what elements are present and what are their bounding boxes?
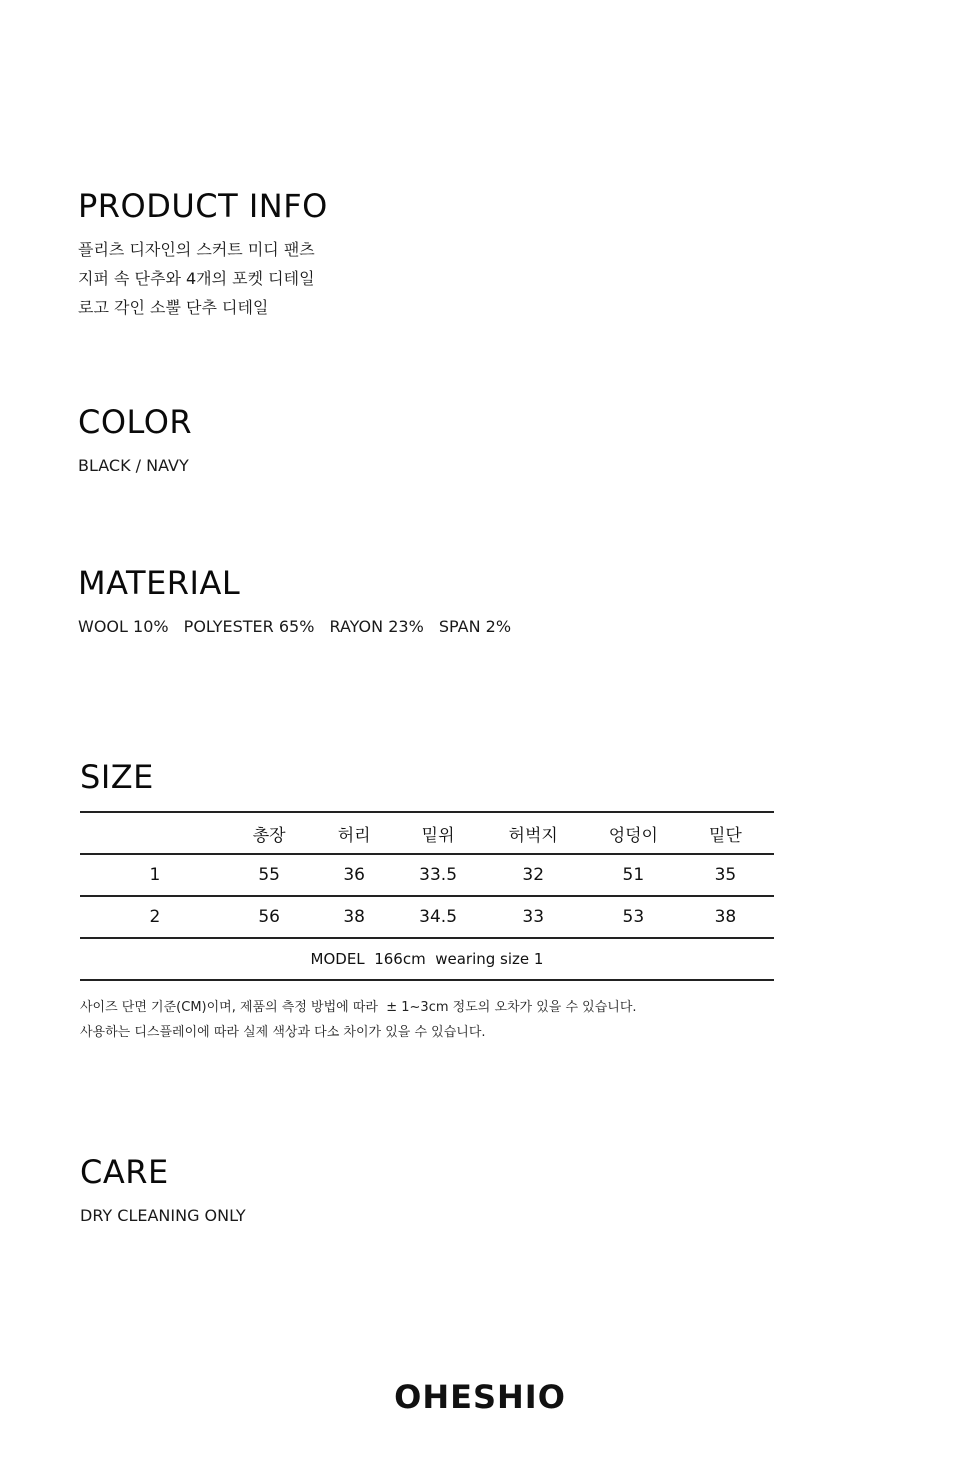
size-cell: 34.5 xyxy=(419,907,458,927)
size-column-header: 밑단 xyxy=(708,825,742,846)
product-info-heading: PRODUCT INFO xyxy=(78,187,328,225)
size-cell: 56 xyxy=(258,907,280,927)
size-notes xyxy=(80,995,637,1045)
table-row xyxy=(80,854,774,896)
size-cell: 53 xyxy=(622,907,645,927)
material-item: SPAN 2% xyxy=(438,617,512,636)
size-table-header-row xyxy=(80,812,774,854)
size-label-cell: 2 xyxy=(149,907,161,927)
table-row xyxy=(80,896,774,938)
size-table xyxy=(80,811,774,981)
color-heading: COLOR xyxy=(78,403,193,441)
size-cell: 55 xyxy=(258,865,280,885)
care-value: DRY CLEANING ONLY xyxy=(80,1206,246,1225)
size-cell: 33.5 xyxy=(419,865,458,885)
size-column-header: 총장 xyxy=(252,825,286,846)
product-info-line: 플리츠 디자인의 스커트 미디 팬츠 xyxy=(78,240,315,259)
product-info-line: 로고 각인 소뿔 단추 디테일 xyxy=(78,298,269,317)
size-cell: 36 xyxy=(343,865,365,885)
size-column-header: 허리 xyxy=(337,825,371,846)
size-cell: 32 xyxy=(522,865,545,885)
model-note-row xyxy=(80,938,774,980)
product-info-line: 지퍼 속 단추와 4개의 포켓 디테일 xyxy=(78,269,315,288)
care-heading: CARE xyxy=(80,1153,169,1191)
model-note: MODEL 166cm wearing size 1 xyxy=(310,950,544,968)
material-item: RAYON 23% xyxy=(329,617,424,636)
material-item: WOOL 10% xyxy=(78,617,169,636)
size-cell: 38 xyxy=(714,907,737,927)
size-column-header: 허벅지 xyxy=(508,825,558,846)
size-column-header: 엉덩이 xyxy=(608,825,658,846)
product-info-list xyxy=(78,235,315,322)
material-list xyxy=(78,612,521,641)
size-cell: 33 xyxy=(522,907,545,927)
size-column-header xyxy=(80,812,230,854)
color-value: BLACK / NAVY xyxy=(78,456,189,475)
size-cell: 38 xyxy=(343,907,365,927)
size-column-header: 밑위 xyxy=(421,825,455,846)
size-cell: 35 xyxy=(714,865,737,885)
size-note: 사용하는 디스플레이에 따라 실제 색상과 다소 차이가 있을 수 있습니다. xyxy=(80,1025,486,1040)
material-heading: MATERIAL xyxy=(78,564,241,602)
size-label-cell: 1 xyxy=(149,865,161,885)
size-cell: 51 xyxy=(622,865,645,885)
size-note: 사이즈 단면 기준(CM)이며, 제품의 측정 방법에 따라 ± 1~3cm 정도의 오차가 있을 수 있습니다. xyxy=(80,1000,637,1015)
material-item: POLYESTER 65% xyxy=(183,617,315,636)
brand-logo: OHESHIO xyxy=(394,1378,566,1416)
size-heading: SIZE xyxy=(80,758,154,796)
